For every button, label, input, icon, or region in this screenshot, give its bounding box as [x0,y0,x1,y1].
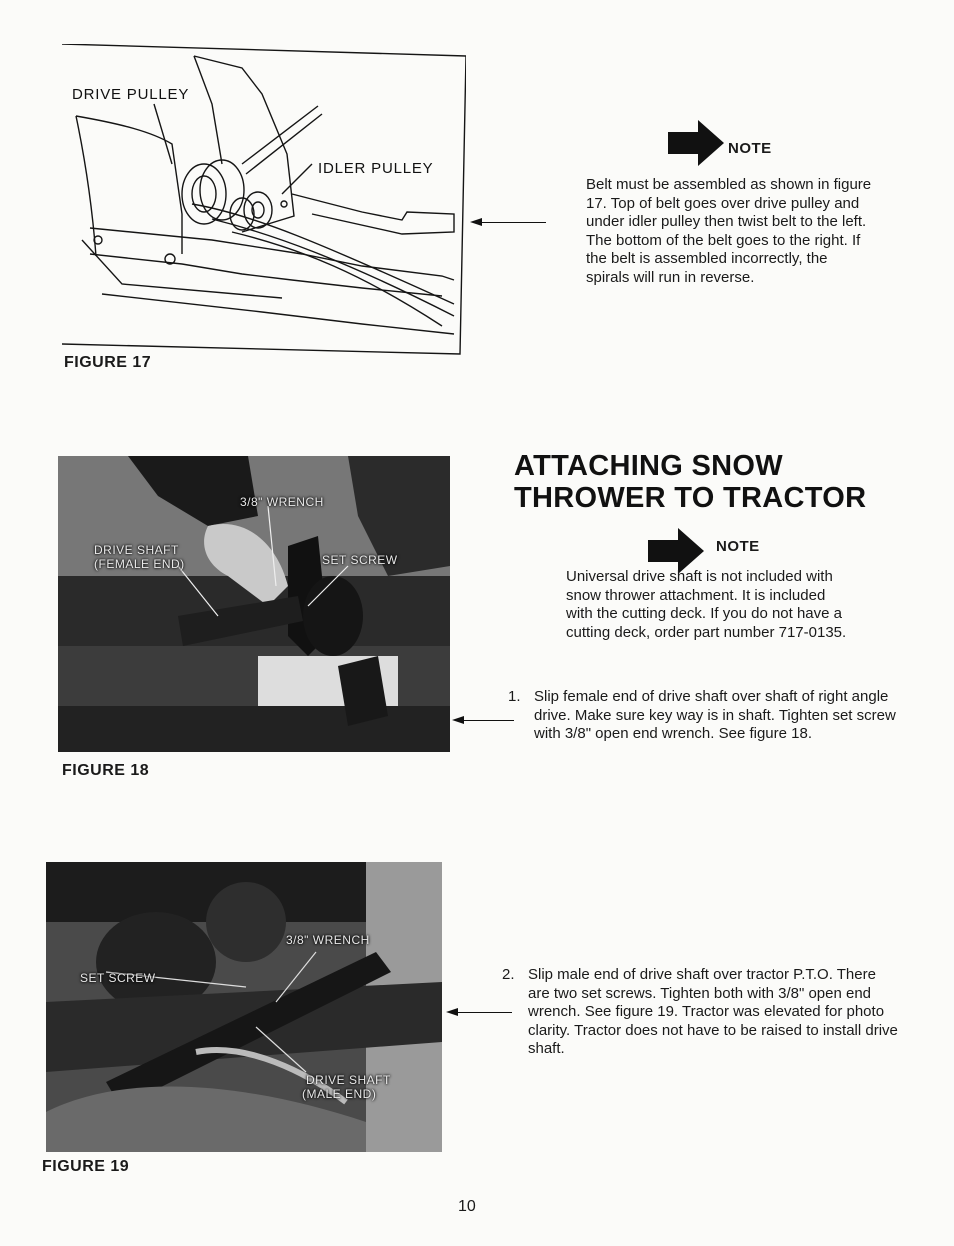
arrow-note-icon [668,120,724,166]
figure-19-photo [46,862,442,1152]
figure-18-caption: FIGURE 18 [62,762,150,779]
step-number: 1. [508,688,521,705]
note-text: Belt must be assembled as shown in figure 17. Top of belt goes over drive pulley and under idler pulley then twist belt to the left. The bottom of the belt goes to the right. If the belt is assembled incorrectly, the spirals will run in reverse. [586,176,872,286]
step-number: 2. [502,966,515,983]
section-heading-line-1: ATTACHING SNOW [514,450,783,482]
wrench-label: 3/8" WRENCH [286,933,370,947]
idler-pulley-callout: IDLER PULLEY [318,160,434,177]
set-screw-label: SET SCREW [322,553,398,567]
drive-shaft-female-label: (FEMALE END) [94,557,185,571]
figure-17-caption: FIGURE 17 [64,354,152,371]
step-text: Slip male end of drive shaft over tractor P.T.O. There are two set screws. Tighten both with 3/8" open end wrench. See figure 19. Tractor was elevated for photo clarity. Tractor does not have to be raised to install drive shaft. [528,966,898,1058]
note-label: NOTE [728,140,772,157]
instruction-step [508,688,906,744]
page-number: 10 [458,1198,476,1215]
instruction-step [502,966,900,1059]
drive-shaft-male-label: (MALE END) [302,1087,377,1101]
set-screw-label: SET SCREW [80,971,156,985]
drive-shaft-label: DRIVE SHAFT [306,1073,391,1087]
pointer-arrow-line [462,720,514,721]
step-text: Slip female end of drive shaft over shaft of right angle drive. Make sure key way is in shaft. Tighten set screw with 3/8" open end wrench. See figure 18. [534,688,896,743]
note-text: Universal drive shaft is not included with snow thrower attachment. It is included with the cutting deck. If you do not have a cutting deck, order part number 717-0135. [566,568,847,641]
note-label: NOTE [716,538,760,555]
drive-pulley-callout: DRIVE PULLEY [72,86,190,103]
figure-19-caption: FIGURE 19 [42,1158,130,1175]
section-heading-line-2: THROWER TO TRACTOR [514,482,867,514]
pointer-arrow-line [480,222,546,223]
drive-shaft-label: DRIVE SHAFT [94,543,179,557]
wrench-label: 3/8" WRENCH [240,495,324,509]
